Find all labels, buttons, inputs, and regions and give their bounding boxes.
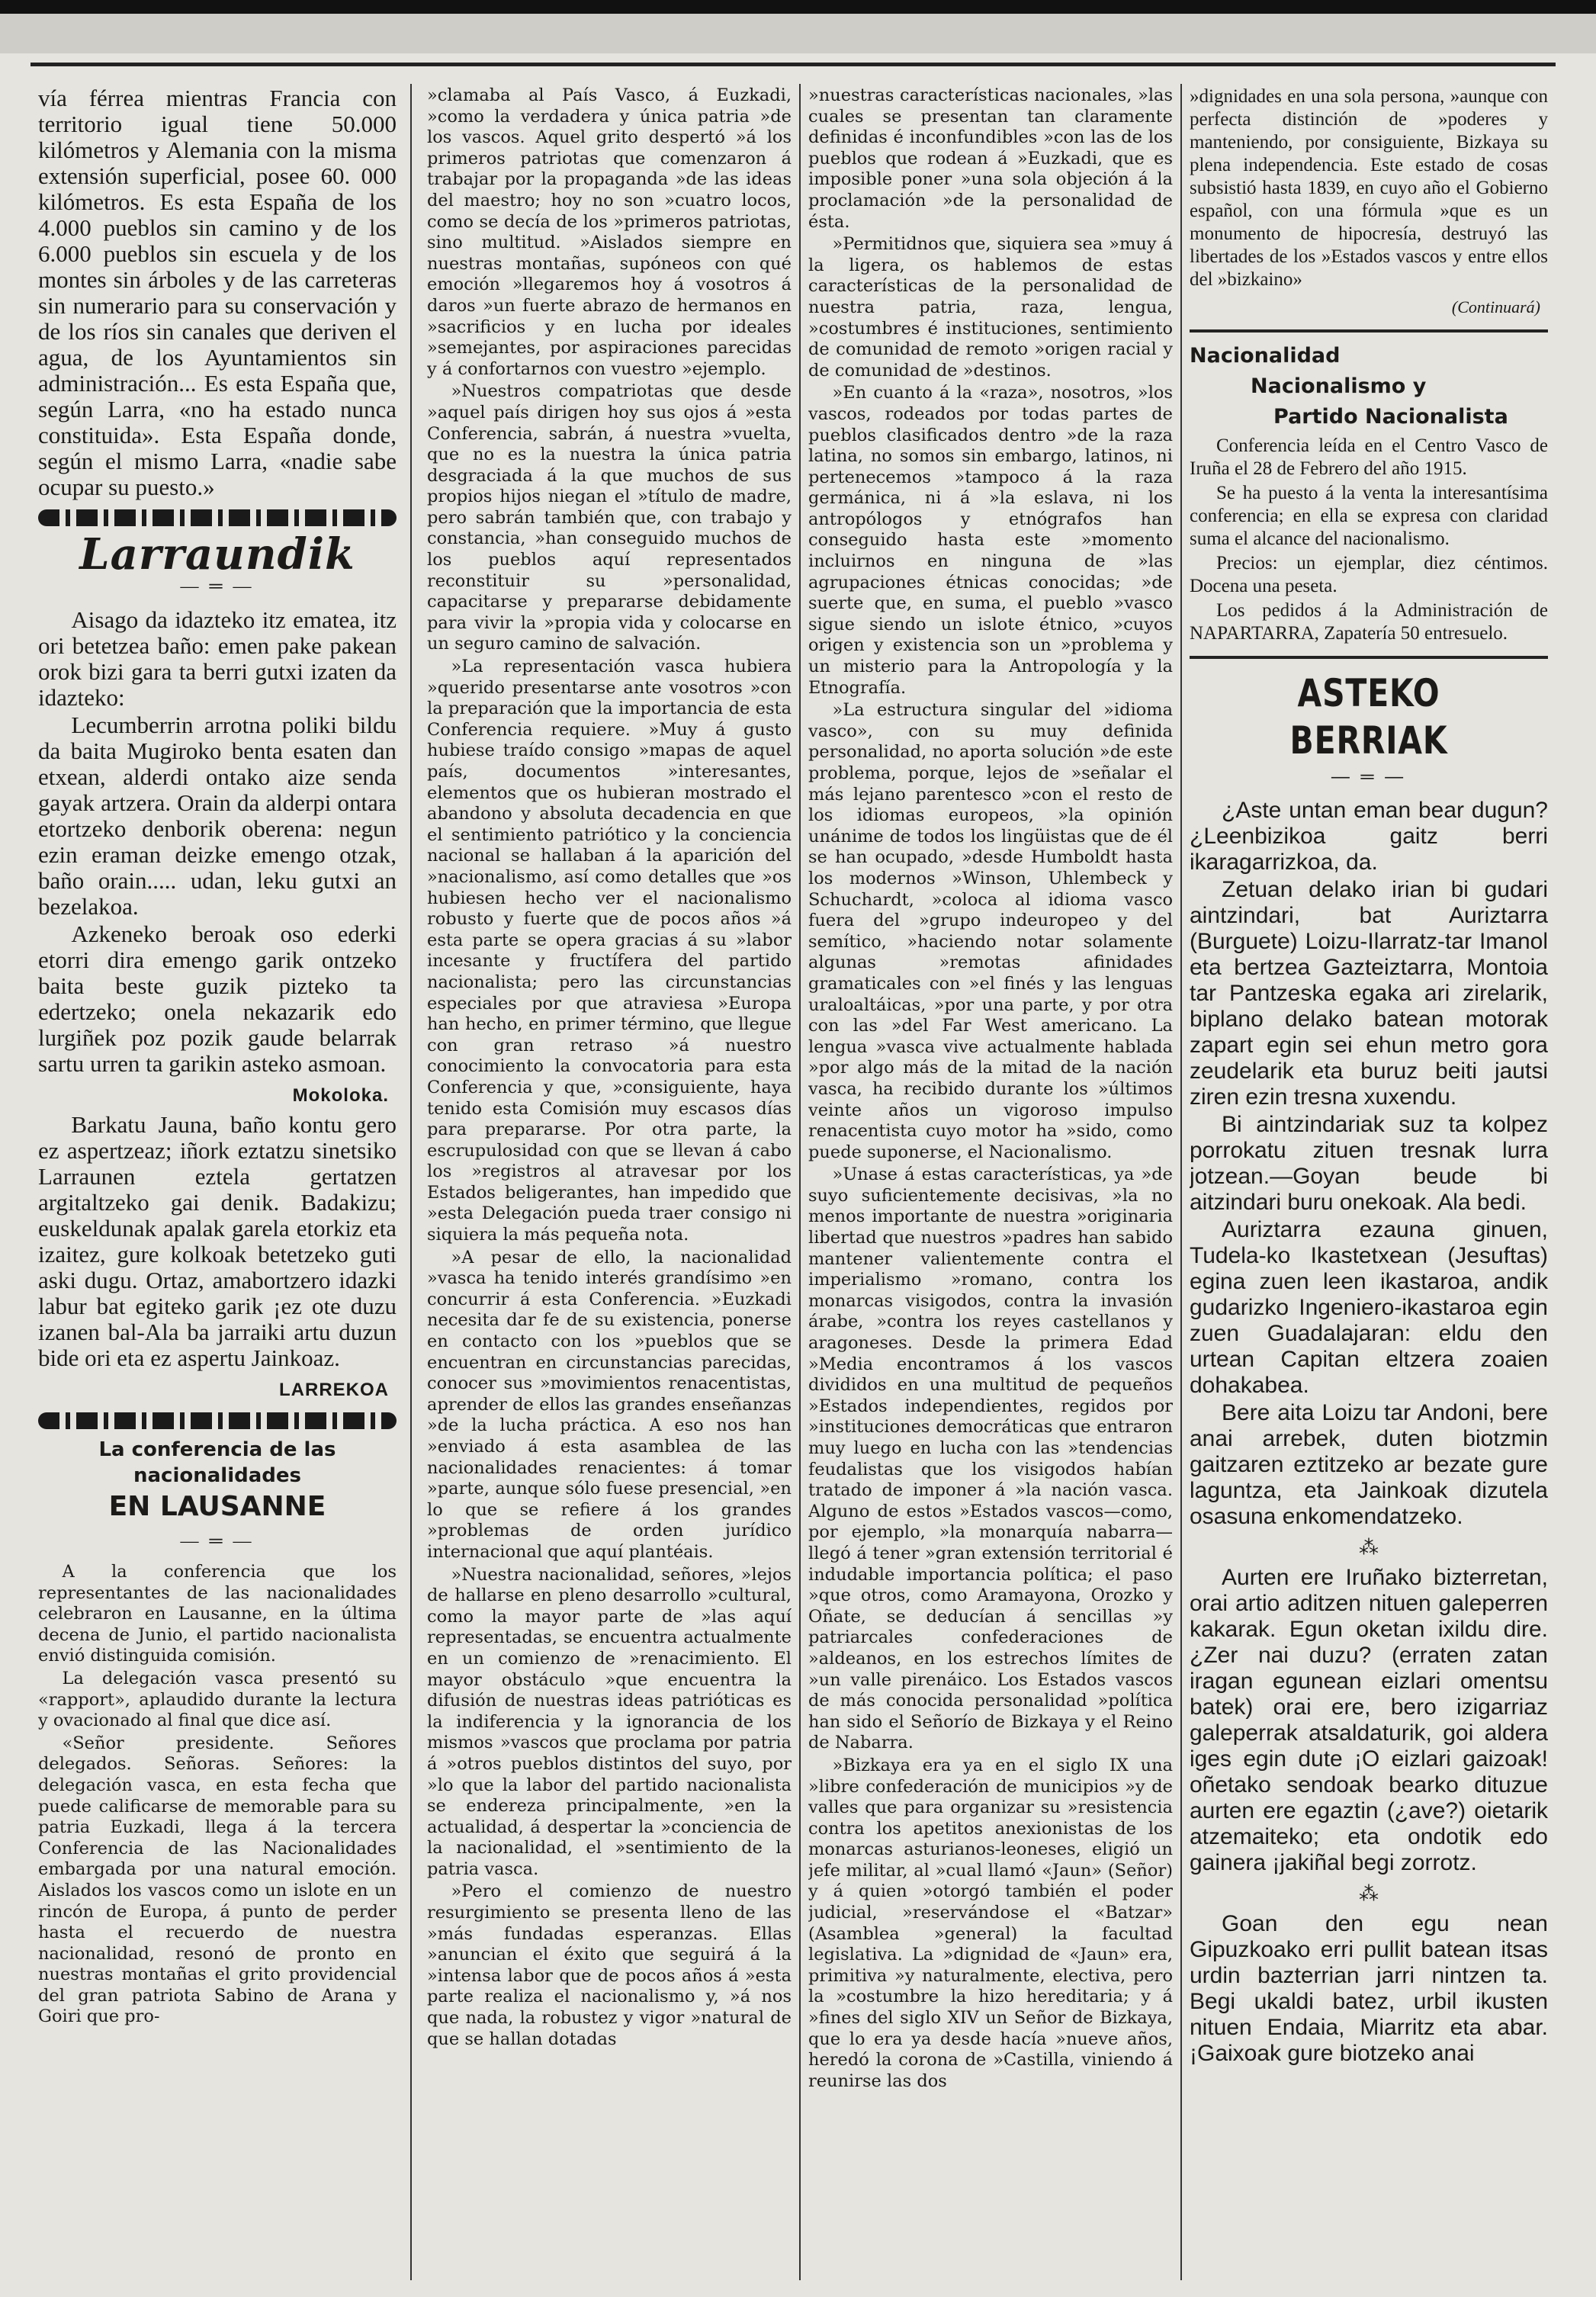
paragraph: »clamaba al País Vasco, á Euzkadi, »como la verdadera y única patria »de los vascos. Aquel grito despertó »á los primeros patriotas que comenzaron á trabajar por la propaganda »de las ideas del maestro; hoy no son »cuatro locos, como se decía de los »primeros patriotas, sino multitud. »Aislados siempre en nuestras montañas, supóneos con qué emoción »llegaremos hoy á vosotros á daros »un fuerte abrazo de hermanos en »sacrificios y en lucha por ideales »semejantes, por aspiraciones parecidas y á confortarnos con vuestro »ejemplo.	[427, 85, 792, 379]
paragraph: »La representación vasca hubiera »querido presentarse ante vosotros »con la preparación que la importancia de esta Conferencia requiere. »Muy á gusto hubiese traído consigo »mapas de aquel país, documentos »interesantes, elementos que os hubieran mostrado el abandono y absoluta decadencia en que el sentimiento patriótico y la conciencia nacional se hallaban á la aparición del »nacionalismo, así como detalles que »os hubiesen hecho ver el nacionalismo robusto y fuerte que de pocos años »á esta parte se opera gracias á su »labor incesante y fructífera del partido nacionalista; pero las circunstancias especiales por que atraviesa »Europa han hecho, en primer término, que llegue con gran retraso »á nuestro conocimiento la convocatoria para esta Conferencia y que, »consiguiente, haya tenido esta Comisión muy escasos días para prepararse. Por otra parte, la escrupulosidad con que se llevan á cabo los »registros al atravesar por los Estados beligerantes, han impedido que »esta Delegación pueda traer consigo ni siquiera la más pequeña nota.	[427, 657, 792, 1245]
paragraph: Los pedidos á la Administración de NAPARTARRA, Zapatería 50 entresuelo.	[1190, 600, 1548, 644]
paragraph: Goan den egu nean Gipuzkoako erri pullit batean itsas urdin bazterrian jarri nintzen ta. Begi ukaldi batez, urbil ikusten nituen Endaia, Miarritz eta abar. ¡Gaixoak gure biotzeko anai	[1190, 1911, 1548, 2066]
paragraph: Lecumberrin arrotna poliki bildu da baita Mugiroko benta esaten dan etxean, alderdi ontako aize senda gayak artzera. Orain da alderpi ontara etortzeko denborik oberena: negun ezin eraman deizke emengo otzak, baño orain..... udan, leku gutxi an bezelakoa.	[38, 712, 397, 920]
paragraph: Aisago da idazteko itz ematea, itz ori betetzea baño: emen pake pakean orok bizi gara ta berri gutxi izaten da idazteko:	[38, 606, 397, 711]
section-heading-lausanne: EN LAUSANNE	[108, 1491, 326, 1522]
paragraph: La delegación vasca presentó su «rapport», aplaudido durante la lectura y ovacionado al final que dice así.	[38, 1668, 397, 1731]
section-rule	[1190, 656, 1548, 659]
signature: Mokoloka.	[292, 1085, 389, 1106]
paragraph: ¿Aste untan eman bear dugun? ¿Leenbizikoa gaitz berri ikaragarrizkoa, da.	[1190, 798, 1548, 875]
paragraph: »Pero el comienzo de nuestro resurgimiento se presenta lleno de las »más fundadas esperanzas. Ellas »anuncian el éxito que seguirá á la »intensa labor que de pocos años á »esta parte realiza el nacionalismo y, »á nos que nada, la robustez y vigor »natural de que se hallan dotadas	[427, 1881, 792, 2049]
column-4	[1190, 85, 1548, 2282]
column-rule	[799, 84, 801, 2280]
ad-heading-line1: Nacionalidad	[1190, 344, 1341, 368]
dash-ornament: — ═ —	[180, 1531, 255, 1551]
continued-note: (Continuará)	[1451, 297, 1540, 316]
paragraph: vía férrea mientras Francia con territorio igual tiene 50.000 kilómetros y Alemania con la misma extensión superficial, posee 60. 000 kilómetros. Es esta España de los 4.000 pueblos sin camino y de los 6.000 pueblos sin escuela y de los montes sin árboles y de las carreteras sin numerario para su conservación y de los ríos sin canales que deriven el agua, de los Ayuntamientos sin administración... Es esta España que, según Larra, «no ha estado nunca constituida». Esta España donde, según el mismo Larra, «nadie sabe ocupar su puesto.»	[38, 85, 397, 500]
paragraph: »En cuanto á la «raza», nosotros, »los vascos, rodeados por todas partes de pueblos clasificados dentro »de la raza latina, no somos sin embargo, latinos, ni pertenecemos »tampoco á la raza germánica, ni á »la eslava, ni los antropólogos y etnógrafos han conseguido hasta este »momento incluirnos en ninguna de »las agrupaciones étnicas conocidas; »de suerte que, en suma, el pueblo »vasco sigue siendo un islote étnico, »cuyos origen y existencia son un »problema y un misterio para la Antropología y la Etnografía.	[808, 383, 1173, 698]
paragraph: A la conferencia que los representantes de las nacionalidades celebraron en Lausanne, en la última decena de Junio, el partido nacionalista envió distinguida comisión.	[38, 1562, 397, 1666]
paragraph: »dignidades en una sola persona, »aunque con perfecta distinción de »poderes y manteniendo, por consiguiente, Bizkaya su plena independencia. Este estado de cosas subsistió hasta 1839, en cuyo año el Gobierno español, con una fórmula »que es un monumento de hipocresía, destruyó las libertades de los »Estados vascos y entre ellos del »bizkaino»	[1190, 86, 1548, 290]
lausanne-article	[38, 1562, 397, 2028]
section-heading-asteko-berriak: ASTEKO BERRIAK	[1289, 671, 1448, 763]
ornamental-divider	[38, 1412, 397, 1429]
column-2	[427, 85, 792, 2282]
paragraph: Conferencia leída en el Centro Vasco de Iruña el 28 de Febrero del año 1915.	[1190, 435, 1548, 479]
ornamental-divider	[38, 509, 397, 526]
signature: LARREKOA	[279, 1380, 389, 1400]
ad-heading-line3: Partido Nacionalista	[1273, 405, 1508, 429]
paragraph: »Bizkaya era ya en el siglo IX una »libre confederación de municipios »y de valles que para organizar su »resistencia contra los apetitos anexionistas de los monarcas asturianos-leoneses, eligió un jefe militar, al »cual llamó «Jaun» (Señor) y á quien »otorgó también el poder judicial, »reservándose el «Batzar» (Asamblea »general) la facultad legislativa. La »dignidad de «Jaun» era, primitiva »y naturalmente, electiva, pero la »costumbre la hizo hereditaria; y á »fines del siglo XIV un Señor de Bizkaya, que lo era ya desde hacía »nueve años, heredó la corona de »Castilla, viniendo á reunirse las dos	[808, 1755, 1173, 2091]
paragraph: «Señor presidente. Señores delegados. Señoras. Señores: la delegación vasca, en esta fecha que puede calificarse de memorable para su patria Euzkadi, llega á la tercera Conferencia de las Nacionalidades embargada por una natural emoción. Aislados los vascos como un islote en un rincón de Europa, á punto de perder hasta el recuerdo de nuestra nacionalidad, resonó de pronto en nuestras montañas el grito providencial del gran patriota Sabino de Arana y Goiri que pro-	[38, 1733, 397, 2027]
paragraph: »Permitidnos que, siquiera sea »muy á la ligera, os hablemos de estas características de la personalidad de nuestra patria, raza, lengua, »costumbres é instituciones, sentimiento de comunidad de remoto »origen racial y de comunidad de »destinos.	[808, 234, 1173, 381]
column-rule	[1180, 84, 1182, 2280]
paragraph: Aurten ere Iruñako bizterretan, orai artio aditzen nituen galeperren kakarak. Egun oketan ixildu dire. ¿Zer nai duzu? (erraten zatan iragan egunean eizlari omentsu batek) orai ere, bero izigarriaz galeperrak atsaldaturik, goi aldera iges egin dute ¡O eizlari gaizoak! oñetako sendoak bearko dituzue aurten ere egaztin (¿ave?) oietarik atzemaiteko; eta ondotik edo gainera ¡jakiñal begi zorrotz.	[1190, 1565, 1548, 1875]
ad-heading-line2: Nacionalismo y	[1251, 374, 1427, 398]
paragraph: »nuestras características nacionales, »las cuales se presentan tan claramente definidas é inconfundibles »con las de los pueblos que rodean á »Euzkadi, que es imposible poner »una sola objeción á la proclamación »de la personalidad de ésta.	[808, 85, 1173, 232]
column-1	[38, 85, 397, 2282]
section-heading-larraundik: Larraundik	[79, 529, 355, 580]
paragraph: »Nuestra nacionalidad, señores, »lejos de hallarse en pleno desarrollo »cultural, como la mayor parte de »las aquí representadas, se encuentra actualmente en un comienzo de »renacimiento. El mayor obstáculo »que encuentra la difusión de nuestras ideas patrióticas es la indiferencia y la ignorancia de los mismos »vascos que proclama por patria á »otros pueblos distintos del suyo, por »lo que la labor del partido nacionalista se endereza principalmente, »en la actualidad, á despertar la »conciencia de la nacionalidad, el »sentimiento de la patria vasca.	[427, 1564, 792, 1879]
paragraph: »Unase á estas características, ya »de suyo suficientemente decisivas, »la no menos importante de nuestra »originaria libertad que nuestros »padres han sabido mantener valientemente contra el imperialismo »romano, contra los monarcas visigodos, contra la invasión árabe, »contra los reyes castellanos y aragoneses. Desde la primera Edad »Media encontramos á los vascos divididos en una multitud de pequeños »Estados independientes, regidos por »instituciones democráticas que entraron muy luego en lucha con las »tendencias feudalistas que los visigodos habían tratado de imponer á »la nación vasca. Alguno de estos »Estados vascos—como, por ejemplo, »la monarquía nabarra—llegó á tener »gran extensión territorial é indudable importancia política; el paso »que otros, como Aramayona, Orozko y Oñate, se deducían á sencillas »y patriarcales confederaciones de »aldeanos, en los estrechos límites de »un valle pirenáico. Los Estados vascos de más conocida personalidad »política han sido el Señorío de Bizkaya y el Reino de Nabarra.	[808, 1165, 1173, 1753]
paragraph: Bere aita Loizu tar Andoni, bere anai arrebek, duten biotzmin gaitzaren eztitzeko ar bezate gure laguntza, eta Jainkoak dizutela osasuna enkomendatzeko.	[1190, 1400, 1548, 1529]
paragraph: Azkeneko beroak oso ederki etorri dira emengo garik ontzeko baita beste guzik pizteko ta edertzeko; onela nekazarik edo lurgiñek poz pozik gaude belarrak sartu urren ta garikin asteko asmoan.	[38, 920, 397, 1077]
column-rule	[410, 84, 412, 2280]
section-heading-conferencia: La conferencia de las nacionalidades	[98, 1438, 336, 1487]
paragraph: Bi aintzindariak suz ta kolpez porrokatu zituen tresnak lurra jotzean.—Goyan beude bi aitzindari buru onekoak. Ala bedi.	[1190, 1112, 1548, 1215]
paragraph: Zetuan delako irian bi gudari aintzindari, bat Auriztarra (Burguete) Loizu-Ilarratz-tar Imanol eta bertzea Gazteiztarra, Montoia tar Pantzeska egaka ari zirelarik, biplano delako batean motorak zapart egin sei ehun metro gora zeudelarik eta buruz beiti jautsi ziren ezin tresna xuxendu.	[1190, 877, 1548, 1110]
paragraph: Barkatu Jauna, baño kontu gero ez aspertzeaz; iñork eztatzu sinetsiko Larraunen eztela gertatzen argitaltzeko gai denik. Badakizu; euskeldunak apalak garela etorkiz eta izaitez, gure kolkoak betetzeko guti aski dugu. Ortaz, amabortzero idazki labur bat egiteko garik ¡ez ote duzu izanen bal-Ala ba jarraiki artu duzun bide ori eta ez aspertu Jainkoaz.	[38, 1111, 397, 1371]
section-rule	[1190, 329, 1548, 333]
top-rule	[31, 63, 1556, 66]
asterism-divider: ⁂	[1359, 1882, 1379, 1905]
paragraph: »A pesar de ello, la nacionalidad »vasca ha tenido interés grandísimo »en concurrir á esta Conferencia. »Euzkadi necesita dar fe de su existencia, ponerse en contacto con los »pueblos que se encuentran en circunstancias parecidas, conocer sus »movimientos renacentistas, aprender de ellos las grandes enseñanzas »de la lucha práctica. A eso nos han »enviado á esta asamblea de las nacionalidades renacientes: á tomar »parte, aunque sólo fuese presencial, »en lo que se refiere á los grandes »problemas de orden jurídico internacional que aquí plantéais.	[427, 1247, 792, 1562]
column-3	[808, 85, 1173, 2282]
paragraph: »La estructura singular del »idioma vasco», con su muy definida personalidad, no aporta solución »de este problema, porque, lejos de »señalar el más lejano parentesco »con el resto de los idiomas europeos, »la opinión unánime de todos los lingüistas que de él se han ocupado, »desde Humboldt hasta los modernos »Winson, Uhlembeck y Schuchardt, »coloca al idioma vasco fuera del »grupo indeuropeo y del semítico, »haciendo notar solamente algunas »remotas afinidades gramaticales con »el finés y las lenguas uraloaltáicas, »por una parte, y por otra con las »del Far West americano. La lengua »vasca vive actualmente hablada »por algo más de la mitad de la nación vasca, ha recibido durante los »últimos veinte años un vigoroso impulso renacentista cuyo motor ha »sido, como puede suponerse, el Nacionalismo.	[808, 700, 1173, 1162]
paragraph: Precios: un ejemplar, diez céntimos. Docena una peseta.	[1190, 553, 1548, 596]
scan-edge	[0, 0, 1596, 14]
paragraph: »Nuestros compatriotas que desde »aquel país dirigen hoy sus ojos á »esta Conferencia, sabrán, á nuestra »vuelta, que no es la nuestra la única patria desgraciada á la que muchos de sus propios hijos niegan el »título de madre, pero sabrán también que, con trabajo y constancia, »han conseguido muchos de los pueblos aquí representados reconstituir su »personalidad, capacitarse y prepararse debidamente para vivir la »propia vida y colocarse en un seguro camino de salvación.	[427, 381, 792, 654]
dash-ornament: — ═ —	[1331, 766, 1407, 787]
paragraph: Auriztarra ezauna ginuen, Tudela-ko Ikastetxean (Jesuftas) egina zuen leen ikastaroa, andik gudarizko Ingeniero-ikastaroa egin zuen Guadalajaran: eldu den urtean Capitan eltzera zoaien dohakabea.	[1190, 1217, 1548, 1398]
scan-top-band	[0, 14, 1596, 53]
asterism-divider: ⁂	[1359, 1536, 1379, 1559]
paragraph: Se ha puesto á la venta la interesantísima conferencia; en ella se expresa con claridad suma el alcance del nacionalismo.	[1190, 483, 1548, 549]
dash-ornament: — ═ —	[180, 577, 255, 596]
